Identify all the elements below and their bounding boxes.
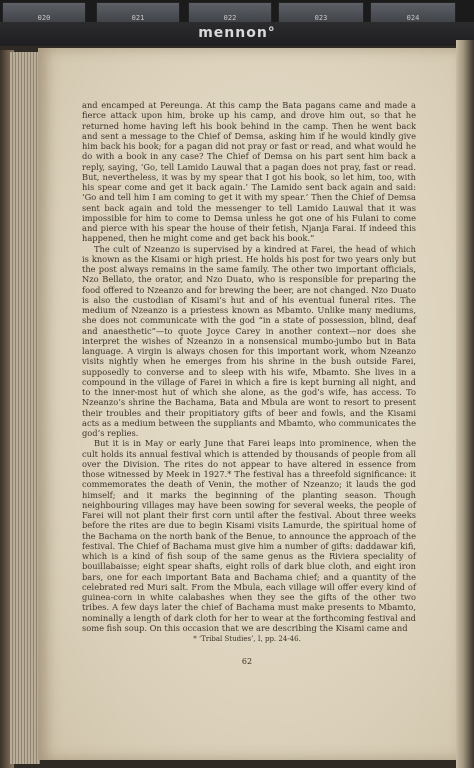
film-frame [96,2,180,24]
frame-number: 022 [223,14,237,22]
page-body-text [82,100,416,633]
frame-number: 024 [406,14,420,22]
film-frame [278,2,364,24]
frame-number: 021 [131,14,145,22]
paragraph: The cult of Nzeanzo is supervised by a kindred at Farei, the head of which is known as the Kisami or high priest. He holds his post for two years only but the post always remains in the same family. The other two important officials, Nzo Bellato, the orator, and Nzo Duato, who is responsible for preparing the food offered to Nzeanzo and for brewing the beer, are not changed. Nzo Duato is also the custodian of Kisami’s hut and of his eventual funeral rites. The medium of Nzeanzo is a priestess known as Mbamto. Unlike many mediums, she does not communicate with the god “in a state of possession, blind, deaf and anaesthetic”—to quote Joyce Carey in another context—nor does she interpret the wishes of Nzeanzo in a nonsensical mumbo-jumbo but in Bata language. A virgin is always chosen for this important work, whom Nzeanzo visits nightly when he emerges from his shrine in the bush outside Farei, supposedly to converse and to sleep with his wife, Mbamto. She lives in a compound in the village of Farei in which a fire is kept burning all night, and to the inner-most hut of which she alone, as the god’s wife, has access. To Nzeanzo’s shrine the Bachama, Bata and Mbula are wont to resort to present their troubles and their propitiatory gifts of beer and fowls, and the Kisami acts as a medium between the suppliants and Mbamto, who communicates the god’s replies. [82,243,416,438]
paragraph: But it is in May or early June that Farei leaps into prominence, when the cult holds its annual festival which is attended by thousands of people from all over the Division. The rites do not appear to have altered in essence from those witnessed by Meek in 1927.* The festival has a threefold significance: it commemorates the death of Venin, the mother of Nzeanzo; it lauds the god himself; and it marks the beginning of the planting season. Though neighbouring villages may have been sowing for several weeks, the people of Farei will not plant their first corn until after the festival. About three weeks before the rites are due to begin Kisami visits Lamurde, the spiritual home of the Bachama on the north bank of the Benue, to announce the approach of the festival. The Chief of Bachama must give him a number of gifts: daddawar kifi, which is a kind of fish soup of the same genus as the Riviera speciality of bouillabaisse; eight spear shafts, eight rolls of dark blue cloth, and eight iron bars, one for each important Bata and Bachama chief; and a quantity of the celebrated red Muri salt. From the Mbula, each village will offer every kind of guinea-corn in white calabashes when they see the gifts of the other two tribes. A few days later the chief of Bachama must make presents to Mbamto, nominally a length of dark cloth for her to wear at the forthcoming festival and some fish soup. On this occasion that we are describing the Kisami came and [82,438,416,633]
film-frame [370,2,456,24]
frame-number: 023 [314,14,328,22]
film-frame [2,2,86,24]
page-number: 62 [241,657,253,666]
paragraph: and encamped at Pereunga. At this camp the Bata pagans came and made a fierce attack upon him, broke up his camp, and drove him out, so that he returned home having left his book behind in the camp. Then he went back and sent a message to the Chief of Demsa, asking him if he would kindly give him back his book; for a pagan did not pray or fast or read, and what would he do with a book in any case? The Chief of Demsa on his part sent him back a reply, saying, ‘Go, tell Lamido Lauwal that a pagan does not pray, fast or read. But, nevertheless, it was by my spear that I got his book, so let him, too, with his spear come and get it back again.’ The Lamido sent back again and said: ‘Go and tell him I am coming to get it with my spear.’ Then the Chief of Demsa sent back again and told the messenger to tell Lamido Lauwal that it was impossible for him to come to Demsa unless he got one of his Fulani to come and pierce with his spear the house of their fetish, Njanja Farai. If indeed this happened, then he might come and get back his book.” [82,100,416,244]
film-frame [188,2,272,24]
frame-number: 020 [37,14,51,22]
scanner-brand-bar [0,22,474,46]
book-page [38,48,456,760]
page-edges-left [10,52,40,764]
footnote: * ‘Tribal Studies’, I, pp. 24-46. [193,635,301,643]
brand-logo: mennon° [198,25,276,41]
page-edge-right [456,40,474,768]
